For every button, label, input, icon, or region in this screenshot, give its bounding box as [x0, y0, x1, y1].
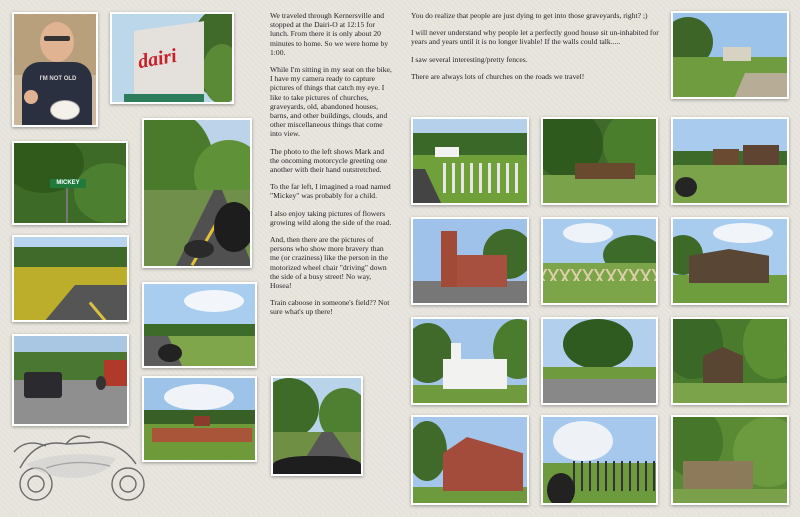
- text-column-right: [411, 11, 663, 89]
- photo-wheelchair-street: [142, 282, 257, 368]
- sign-text: dairi: [136, 44, 179, 74]
- photo-wildflowers: [12, 235, 129, 322]
- motorcycle-sketch: [6, 428, 156, 504]
- photo-old-barns: [671, 117, 789, 205]
- paragraph-graveyards: You do realize that people are just dying to get into those graveyards, right? ;): [411, 11, 648, 20]
- paragraph-wheelchair: And, then there are the pictures of persons who show more bravery than me (or craziness) like the person in the motorized wheel chair "driving" down the side of a busy street! No way, Hosea!: [270, 235, 388, 291]
- paragraph-churches: There are always lots of churches on the roads we travel!: [411, 71, 585, 81]
- photo-shed-in-woods: [671, 415, 789, 505]
- photo-abandoned-house: [541, 117, 658, 205]
- paragraph-greeting: The photo to the left shows Mark and the oncoming motorcycle greeting one another with their hand outstretched.: [270, 146, 388, 175]
- photo-log-cabin: [671, 217, 789, 305]
- photo-pickup-truck: [12, 334, 129, 426]
- photo-man-eating: [12, 12, 98, 127]
- photo-road-view: [271, 376, 363, 476]
- paragraph-camera: While I'm sitting in my seat on the bike, I have my camera ready to capture pictures of things that catch my eye. I like to take pictures of churches, graveyards, old, abandoned houses, barns, and other buildings, clouds, and other miscellaneous things that come into view.: [270, 65, 392, 139]
- photo-graveyard: [411, 117, 529, 205]
- photo-house-in-woods: [671, 317, 789, 405]
- photo-brick-church: [411, 415, 529, 505]
- photo-caboose-field: [142, 376, 257, 462]
- photo-white-church: [411, 317, 529, 405]
- photo-old-house-top: [671, 11, 789, 99]
- shirt-text: I'M NOT OLD: [39, 76, 77, 82]
- paragraph-flowers: I also enjoy taking pictures of flowers growing wild along the side of the road.: [270, 208, 392, 227]
- photo-street-sign: [12, 141, 128, 225]
- street-sign-text: MICKEY: [50, 179, 86, 188]
- photo-brick-church-steeple: [411, 217, 529, 305]
- text-column-left: [270, 11, 392, 325]
- paragraph-houses: I will never understand why people let a perfectly good house sit un-inhabited for years and years until it is no longer livable! If the walls could talk.....: [411, 28, 659, 47]
- paragraph-caboose: Train caboose in someone's field?? Not sure what's up there!: [270, 298, 390, 317]
- photo-wood-fence: [541, 217, 658, 305]
- photo-tree-road: [541, 317, 658, 405]
- photo-road-greeting: [142, 118, 252, 268]
- paragraph-fences: I saw several interesting/pretty fences.: [411, 54, 528, 64]
- paragraph-mickey: To the far left, I imagined a road named "Mickey" was probably for a child.: [270, 182, 391, 201]
- paragraph-lunch: We traveled through Kernersville and stopped at the Dairi-O at 12:15 for lunch. From there it is only about 20 minutes to home. So we were home by 1:00.: [270, 11, 389, 57]
- photo-white-fence: [541, 415, 658, 505]
- photo-dairi-o-sign: [110, 12, 234, 104]
